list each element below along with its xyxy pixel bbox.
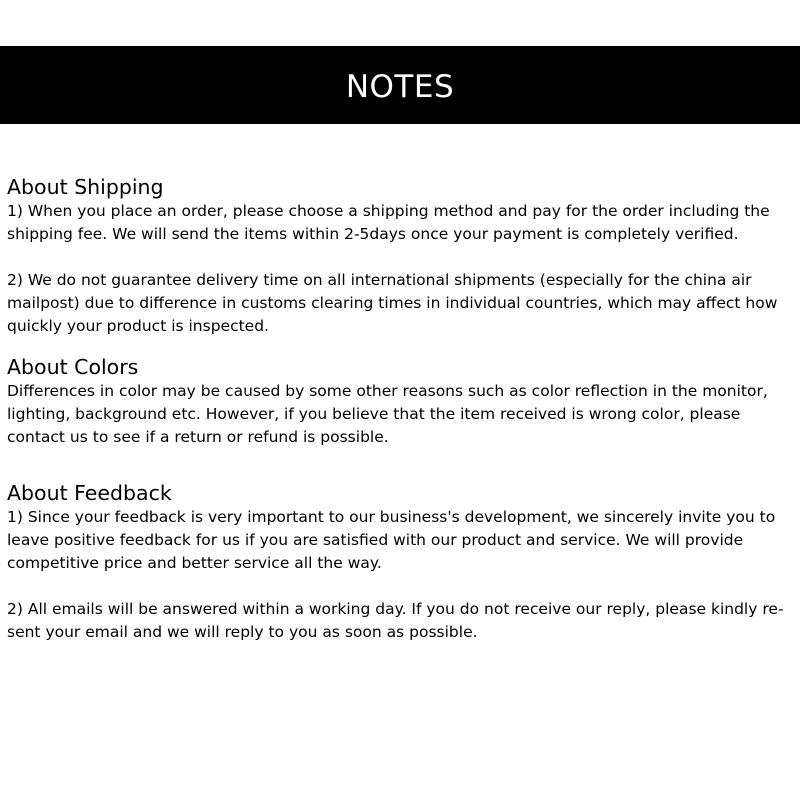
shipping-section (7, 174, 793, 338)
notes-banner (0, 46, 800, 124)
feedback-heading: About Feedback (7, 481, 172, 505)
paragraph-spacer (7, 575, 793, 598)
colors-paragraph-1: Differences in color may be caused by some other reasons such as color reflection in the monitor, lighting, background etc. However, if you believe that the item received is wrong color, please contact us to see if a return or refund is possible. (7, 382, 768, 446)
page-title: NOTES (345, 68, 455, 105)
shipping-paragraph-1: 1) When you place an order, please choose a shipping method and pay for the order including the shipping fee. We will send the items within 2-5days once your payment is completely verified. (7, 202, 770, 243)
paragraph-spacer (7, 246, 793, 269)
shipping-heading: About Shipping (7, 175, 164, 199)
notes-content (7, 174, 793, 644)
section-spacer (7, 338, 793, 354)
feedback-paragraph-1: 1) Since your feedback is very important to our business's development, we sincerely invite you to leave positive feedback for us if you are satisfied with our product and service. We will provide competitive price and better service all the way. (7, 508, 776, 572)
colors-section (7, 354, 793, 449)
feedback-paragraph-2: 2) All emails will be answered within a working day. If you do not receive our reply, please kindly re-sent your email and we will reply to you as soon as possible. (7, 600, 784, 641)
feedback-section (7, 480, 793, 644)
section-spacer (7, 449, 793, 480)
colors-heading: About Colors (7, 355, 139, 379)
shipping-paragraph-2: 2) We do not guarantee delivery time on all international shipments (especially for the china air mailpost) due to difference in customs clearing times in individual countries, which may affect how quickly your product is inspected. (7, 271, 778, 335)
